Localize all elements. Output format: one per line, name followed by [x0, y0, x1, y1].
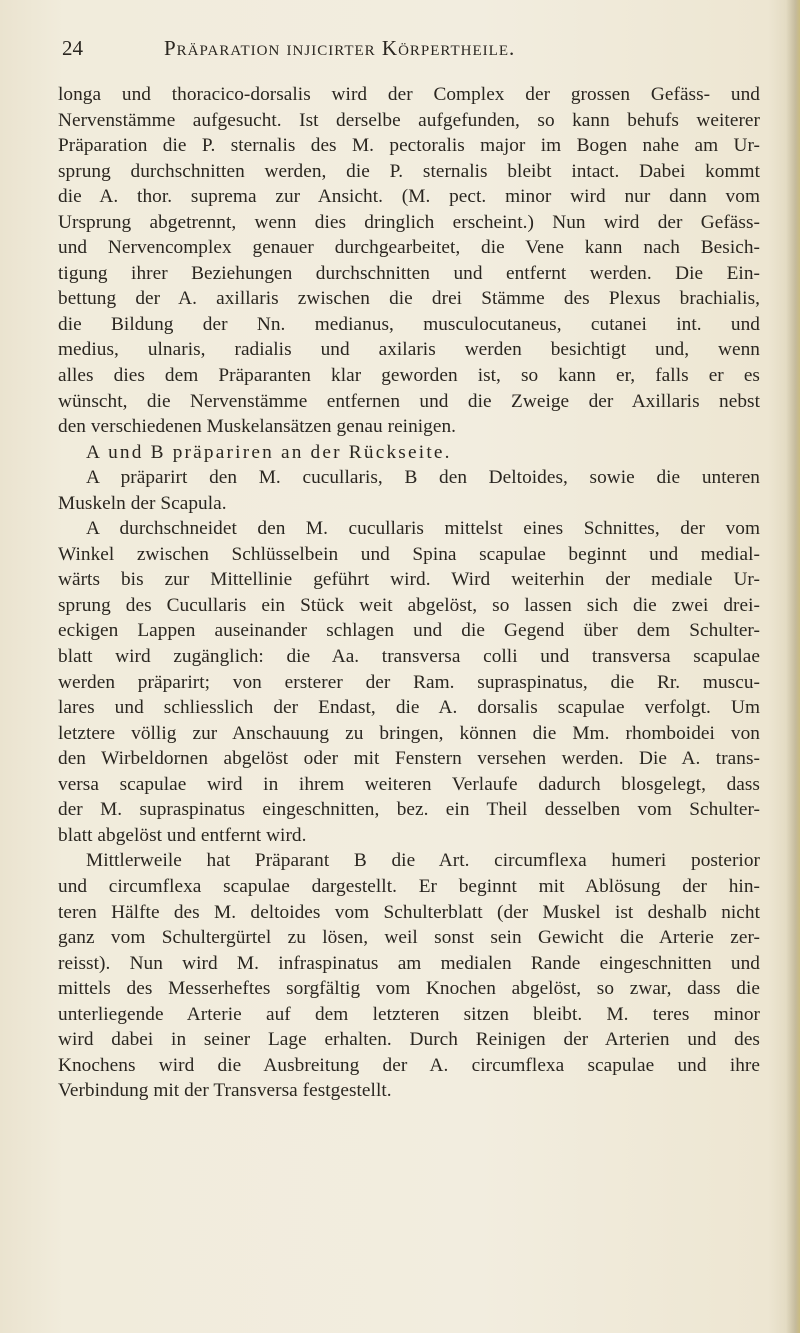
- text-line: Präparation die P. sternalis des M. pectoralis major im Bogen nahe am Ur-: [58, 135, 760, 157]
- text-line: wärts bis zur Mittellinie geführt wird. Wird weiterhin der mediale Ur-: [58, 569, 760, 591]
- text-line: werden präparirt; von ersterer der Ram. supraspinatus, die Rr. muscu-: [58, 671, 760, 693]
- text-line: den Wirbeldornen abgelöst oder mit Fenstern versehen werden. Die A. trans-: [58, 748, 760, 770]
- text-line: Ursprung abgetrennt, wenn dies dringlich erscheint.) Nun wird der Gefäss-: [58, 211, 760, 233]
- text-line: den verschiedenen Muskelansätzen genau reinigen.: [58, 416, 457, 438]
- text-line: mittels des Messerheftes sorgfältig vom Knochen abgelöst, so zwar, dass die: [58, 978, 760, 1000]
- page-edge-shadow: [786, 0, 800, 1333]
- text-line: A präparirt den M. cucullaris, B den Deltoides, sowie die unteren: [86, 467, 760, 489]
- text-line: sprung des Cucullaris ein Stück weit abgelöst, so lassen sich die zwei drei-: [58, 594, 760, 616]
- text-line: Muskeln der Scapula.: [58, 492, 227, 514]
- text-line: longa und thoracico-dorsalis wird der Complex der grossen Gefäss- und: [58, 84, 760, 105]
- text-line: Winkel zwischen Schlüsselbein und Spina scapulae beginnt und medial-: [58, 543, 760, 565]
- text-line: die Bildung der Nn. medianus, musculocutaneus, cutanei int. und: [58, 313, 760, 335]
- text-line: unterliegende Arterie auf dem letzteren sitzen bleibt. M. teres minor: [58, 1003, 760, 1025]
- text-line: versa scapulae wird in ihrem weiteren Verlaufe dadurch blosgelegt, dass: [58, 773, 760, 795]
- text-line: sprung durchschnitten werden, die P. sternalis bleibt intact. Dabei kommt: [58, 160, 760, 182]
- text-line: der M. supraspinatus eingeschnitten, bez. ein Theil desselben vom Schulter-: [58, 799, 760, 821]
- page-number: 24: [62, 36, 83, 60]
- text-line: letztere völlig zur Anschauung zu bringen, können die Mm. rhomboidei von: [58, 722, 760, 744]
- text-line: wünscht, die Nervenstämme entfernen und die Zweige der Axillaris nebst: [58, 390, 760, 412]
- text-line: blatt wird zugänglich: die Aa. transversa colli und transversa scapulae: [58, 646, 760, 668]
- text-line: lares und schliesslich der Endast, die A. dorsalis scapulae verfolgt. Um: [58, 697, 760, 719]
- text-line: und circumflexa scapulae dargestellt. Er beginnt mit Ablösung der hin-: [58, 875, 760, 897]
- text-line: alles dies dem Präparanten klar geworden ist, so kann er, falls er es: [58, 365, 760, 387]
- text-line: die A. thor. suprema zur Ansicht. (M. pect. minor wird nur dann vom: [58, 186, 760, 208]
- text-line: Mittlerweile hat Präparant B die Art. circumflexa humeri posterior: [86, 850, 760, 872]
- page-header: [62, 36, 752, 66]
- text-line: wird dabei in seiner Lage erhalten. Durch Reinigen der Arterien und des: [58, 1029, 760, 1051]
- text-line: bettung der A. axillaris zwischen die drei Stämme des Plexus brachialis,: [58, 288, 760, 310]
- text-line: reisst). Nun wird M. infraspinatus am medialen Rande eingeschnitten und: [58, 952, 760, 974]
- text-line: medius, ulnaris, radialis und axilaris werden besichtigt und, wenn: [58, 339, 760, 361]
- text-line: A durchschneidet den M. cucullaris mittelst eines Schnittes, der vom: [86, 518, 760, 540]
- body-text: [58, 82, 760, 1104]
- section-heading: A und B präpariren an der Rückseite.: [86, 441, 452, 463]
- running-head: Präparation injicirter Körpertheile.: [164, 36, 516, 60]
- text-line: eckigen Lappen auseinander schlagen und die Gegend über dem Schulter-: [58, 620, 760, 642]
- text-line: blatt abgelöst und entfernt wird.: [58, 824, 307, 846]
- text-line: Verbindung mit der Transversa festgestellt.: [58, 1080, 392, 1102]
- text-line: tigung ihrer Beziehungen durchschnitten und entfernt werden. Die Ein-: [58, 262, 760, 284]
- text-line: teren Hälfte des M. deltoides vom Schulterblatt (der Muskel ist deshalb nicht: [58, 901, 760, 923]
- text-line: ganz vom Schultergürtel zu lösen, weil sonst sein Gewicht die Arterie zer-: [58, 927, 760, 949]
- text-line: Knochens wird die Ausbreitung der A. circumflexa scapulae und ihre: [58, 1054, 760, 1076]
- text-line: Nervenstämme aufgesucht. Ist derselbe aufgefunden, so kann behufs weiterer: [58, 109, 760, 131]
- text-line: und Nervencomplex genauer durchgearbeitet, die Vene kann nach Besich-: [58, 237, 760, 259]
